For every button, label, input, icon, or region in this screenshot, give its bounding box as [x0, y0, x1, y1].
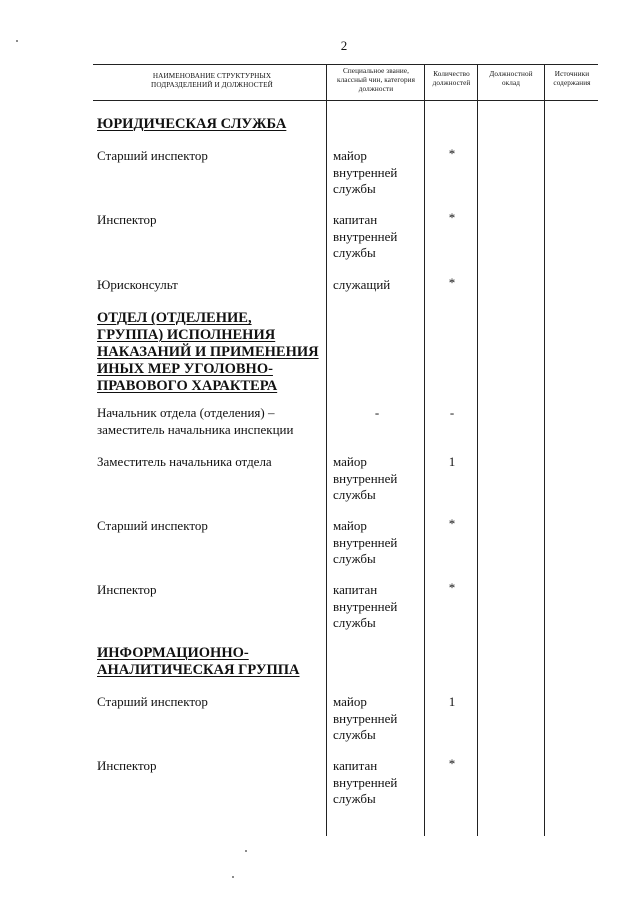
page-number: 2: [340, 38, 348, 53]
header-salary: Должностной оклад: [489, 70, 533, 87]
section-title-punishment-dept: ОТДЕЛ (ОТДЕЛЕНИЕ, ГРУППА) ИСПОЛНЕНИЯ НАКАЗАНИЙ И ПРИМЕНЕНИЯ ИНЫХ МЕР УГОЛОВНО-ПРАВОВОГО ХАРАКТЕРА: [97, 310, 319, 394]
row-position: Заместитель начальника отдела: [97, 454, 272, 469]
row-position: Старший инспектор: [97, 694, 208, 709]
row-rank: капитан внутренней службы: [333, 212, 398, 260]
row-rank: капитан внутренней службы: [333, 582, 398, 630]
row-count: *: [448, 275, 456, 290]
row-position: Инспектор: [97, 212, 157, 227]
row-rank: майор внутренней службы: [333, 694, 398, 742]
row-rank: майор внутренней службы: [333, 454, 398, 502]
scan-speck: [16, 40, 18, 42]
table-top-rule: [93, 64, 598, 65]
row-count: 1: [448, 454, 456, 469]
header-rank: Специальное звание, классный чин, категория должности: [337, 67, 415, 93]
section-title-analytics-group: ИНФОРМАЦИОННО-АНАЛИТИЧЕСКАЯ ГРУППА: [97, 645, 300, 678]
row-position: Старший инспектор: [97, 148, 208, 163]
row-rank: капитан внутренней службы: [333, 758, 398, 806]
row-count: *: [448, 756, 456, 771]
header-position-name: НАИМЕНОВАНИЕ СТРУКТУРНЫХ ПОДРАЗДЕЛЕНИЙ И ДОЛЖНОСТЕЙ: [151, 72, 273, 89]
scan-speck: [245, 850, 247, 852]
row-position: Старший инспектор: [97, 518, 208, 533]
header-source: Источники содержания: [553, 70, 591, 87]
row-count: *: [448, 516, 456, 531]
row-count: *: [448, 580, 456, 595]
row-count: *: [448, 146, 456, 161]
column-divider-4: [544, 64, 545, 836]
row-position: Инспектор: [97, 758, 157, 773]
row-count: -: [449, 405, 455, 420]
table-header-rule: [93, 100, 598, 101]
column-divider-1: [326, 64, 327, 836]
row-position: Инспектор: [97, 582, 157, 597]
section-title-legal: ЮРИДИЧЕСКАЯ СЛУЖБА: [97, 116, 287, 132]
scan-speck: [232, 876, 234, 878]
row-rank: -: [374, 405, 380, 420]
row-count: *: [448, 210, 456, 225]
row-rank: служащий: [333, 277, 391, 292]
column-divider-3: [477, 64, 478, 836]
row-position: Юрисконсульт: [97, 277, 178, 292]
row-position: Начальник отдела (отделения) – заместитель начальника инспекции: [97, 405, 294, 437]
row-count: 1: [448, 694, 456, 709]
row-rank: майор внутренней службы: [333, 148, 398, 196]
header-count: Количество должностей: [432, 70, 471, 87]
row-rank: майор внутренней службы: [333, 518, 398, 566]
